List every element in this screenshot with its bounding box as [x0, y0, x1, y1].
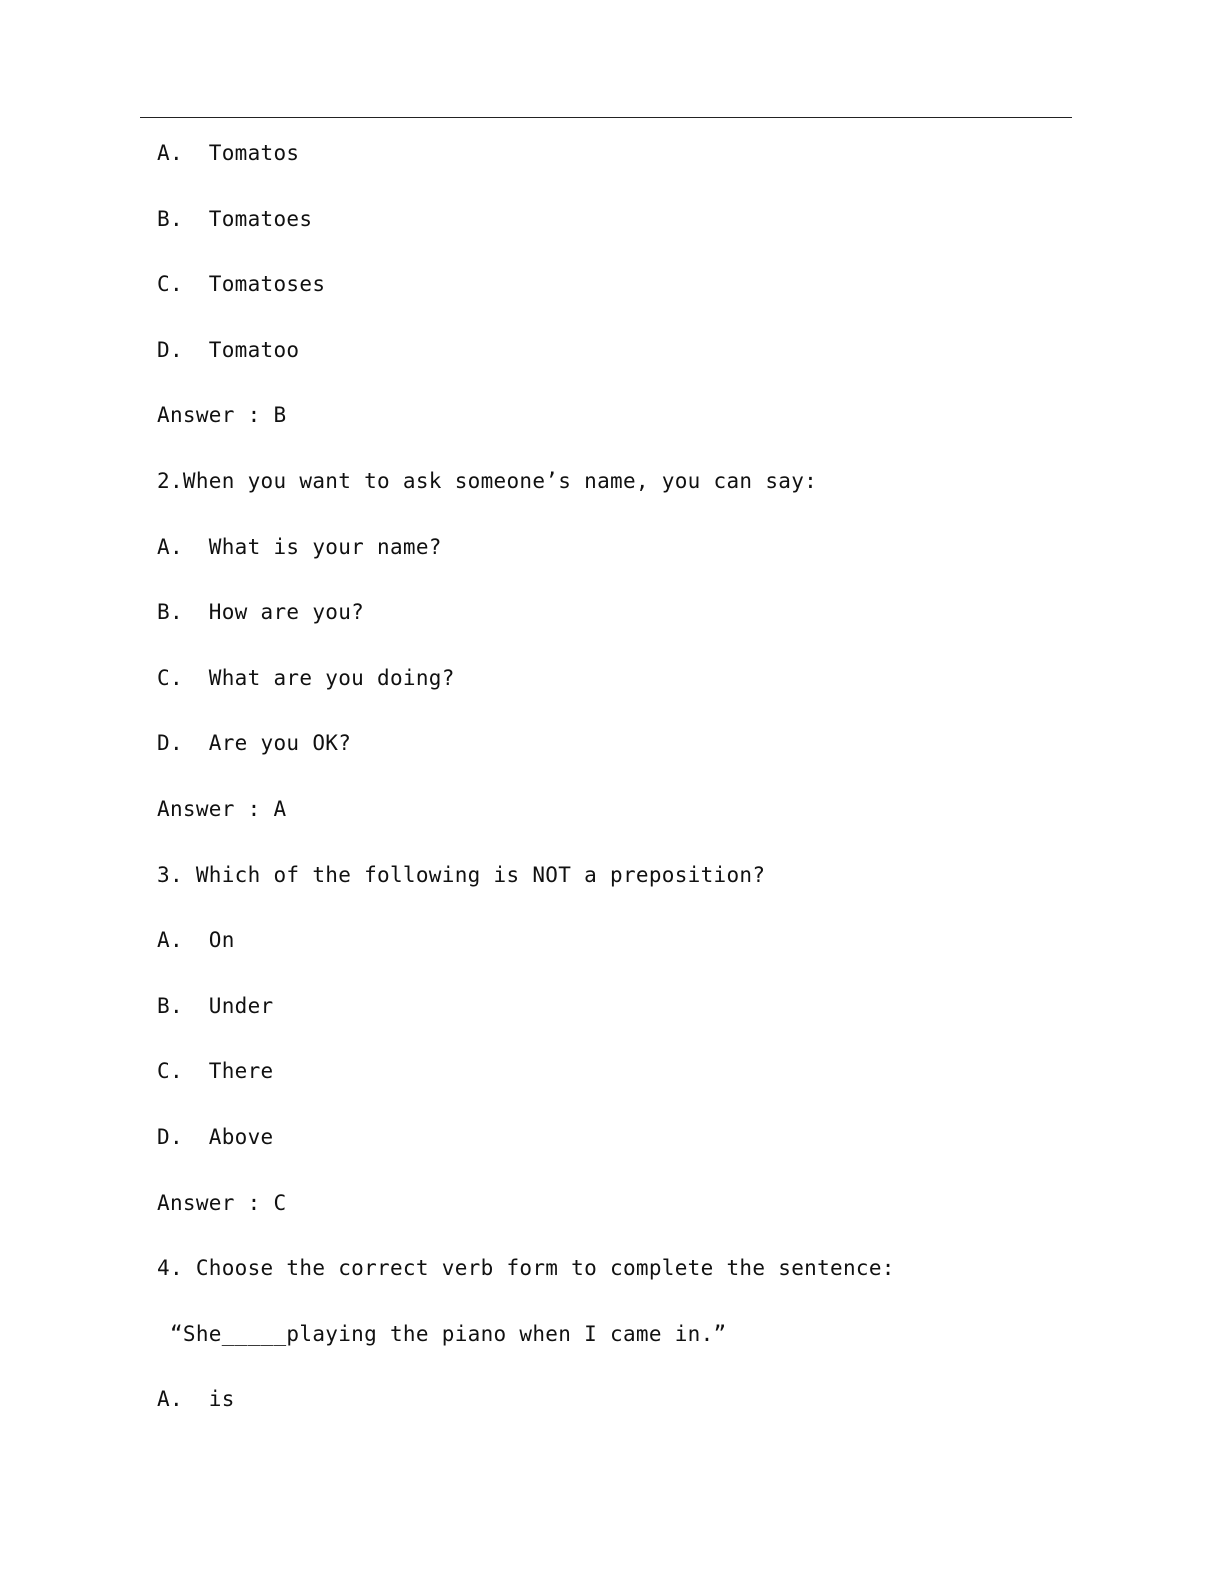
- option-a-tomatos: A. Tomatos: [157, 141, 300, 165]
- question-2: 2.When you want to ask someone’s name, you can say:: [157, 468, 818, 493]
- question-3-option-b: B. Under: [157, 993, 274, 1018]
- option-b-tomatoes: B. Tomatoes: [157, 206, 313, 231]
- question-3-option-a: A. On: [157, 928, 235, 953]
- quiz-content: [157, 134, 1077, 1446]
- question-2-option-a: A. What is your name?: [157, 534, 442, 559]
- question-3: 3. Which of the following is NOT a preposition?: [157, 862, 766, 887]
- answer-1: Answer : B: [157, 403, 287, 428]
- question-4-sentence: “She_____playing the piano when I came in.”: [157, 1321, 727, 1346]
- question-2-option-c: C. What are you doing?: [157, 665, 455, 690]
- header-rule: [140, 117, 1072, 118]
- question-2-option-b: B. How are you?: [157, 600, 365, 625]
- question-3-option-c: C. There: [157, 1059, 274, 1084]
- answer-2: Answer : A: [157, 796, 287, 821]
- question-3-option-d: D. Above: [157, 1124, 274, 1149]
- question-4: 4. Choose the correct verb form to complete the sentence:: [157, 1256, 895, 1281]
- question-2-option-d: D. Are you OK?: [157, 731, 352, 756]
- question-4-option-a: A. is: [157, 1387, 235, 1412]
- option-d-tomatoo: D. Tomatoo: [157, 337, 300, 362]
- option-c-tomatoses: C. Tomatoses: [157, 272, 326, 297]
- answer-3: Answer : C: [157, 1190, 287, 1215]
